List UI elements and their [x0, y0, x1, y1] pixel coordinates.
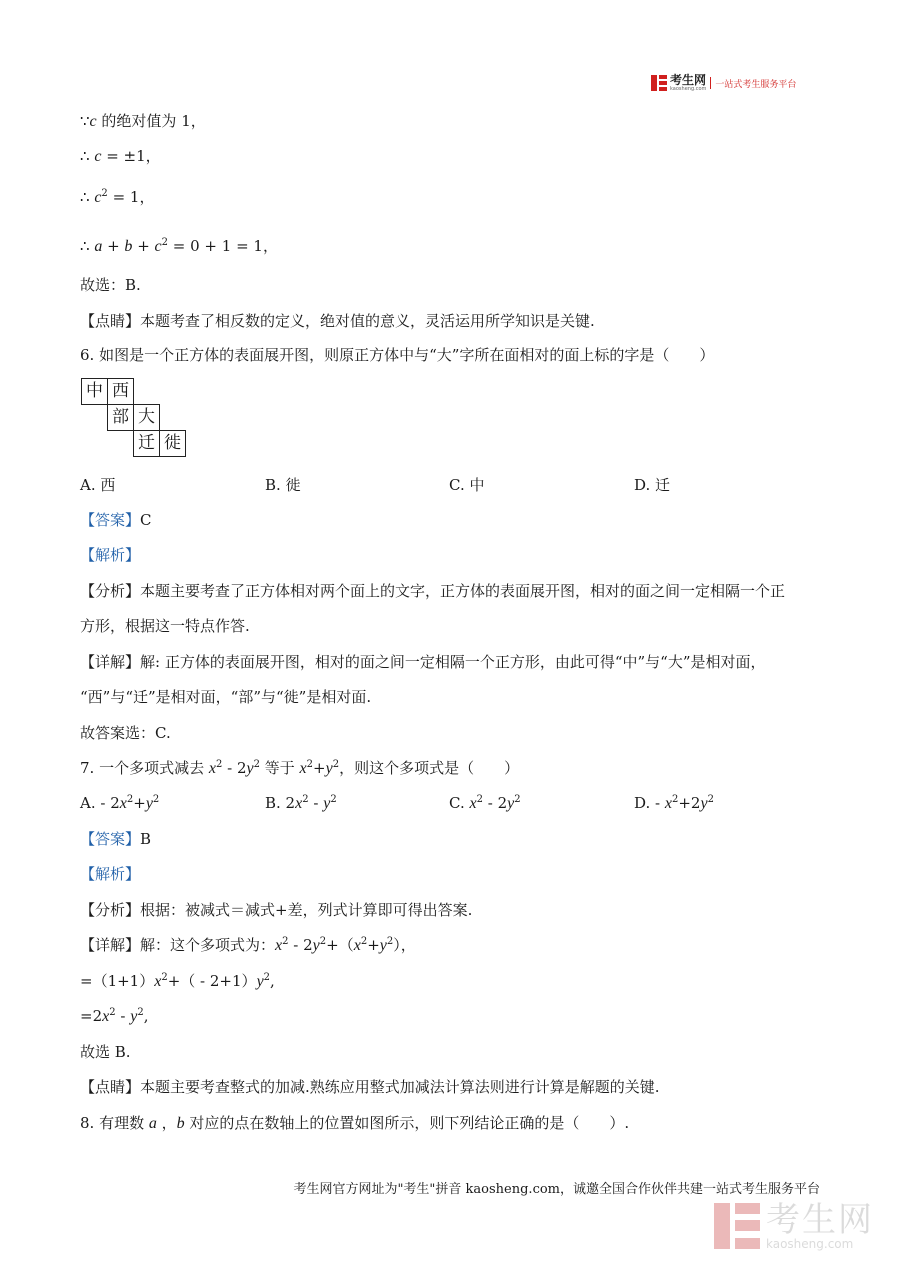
- q6-analysis-heading: 【解析】: [80, 546, 141, 564]
- q7-dianjing: 【点睛】本题主要考查整式的加减.熟练应用整式加减法计算法则进行计算是解题的关键.: [80, 1078, 660, 1096]
- cube-face-5: 迁: [133, 430, 160, 457]
- cube-face-3: 部: [107, 404, 134, 431]
- q5-step-3: ∴ $c^2 = 1$，: [80, 188, 155, 206]
- q8-question: 8. 有理数 a ，b 对应的点在数轴上的位置如图所示，则下列结论正确的是（ ）.: [80, 1114, 630, 1132]
- q6-fenxi-1: 【分析】本题主要考查了正方体相对两个面上的文字，正方体的表面展开图，相对的面之间一定相隔一个正: [80, 582, 786, 600]
- q6-option-d: D. 迁: [634, 476, 671, 494]
- q5-conclusion: 故选：B.: [80, 276, 141, 294]
- q7-analysis-heading: 【解析】: [80, 865, 141, 883]
- q6-option-a: A. 西: [80, 476, 116, 494]
- q7-option-b: B. $2x^2 - y^2$: [265, 794, 337, 812]
- logo-domain: kaosheng.com: [670, 86, 707, 92]
- q5-dianjing: 【点睛】本题考查了相反数的定义，绝对值的意义，灵活运用所学知识是关键.: [80, 312, 595, 330]
- kaosheng-logo-icon: [651, 75, 667, 91]
- cube-face-1: 中: [81, 378, 108, 405]
- q7-xiangjie-1: 【详解】解：这个多项式为：$x^2 - 2y^2+(x^2+y^2)$，: [80, 936, 416, 954]
- q7-option-a: A. - $2x^2+y^2$: [80, 794, 160, 812]
- q7-xiangjie-2: $=(1+1)x^2+( - 2+1)y^2$,: [80, 972, 275, 990]
- q5-step-4: ∴ $a + b + c^2 = 0 + 1 = 1$，: [80, 237, 278, 255]
- q6-conclusion: 故答案选：C.: [80, 724, 171, 742]
- q6-option-b: B. 徙: [265, 476, 301, 494]
- q6-question: 6. 如图是一个正方体的表面展开图，则原正方体中与“大”字所在面相对的面上标的字是（ ）: [80, 346, 715, 364]
- page-footer: 考生网官方网址为"考生"拼音 kaosheng.com，诚邀全国合作伙伴共建一站式考生服务平台: [293, 1182, 820, 1197]
- q7-fenxi: 【分析】根据：被减式＝减式+差，列式计算即可得出答案.: [80, 901, 473, 919]
- q7-xiangjie-3: $=2x^2 - y^2$,: [80, 1007, 149, 1025]
- watermark-domain: kaosheng.com: [766, 1237, 854, 1251]
- q6-fenxi-2: 方形，根据这一特点作答.: [80, 617, 250, 635]
- q6-xiangjie-1: 【详解】解: 正方体的表面展开图，相对的面之间一定相隔一个正方形，由此可得“中”与“大”是相对面，: [80, 653, 766, 671]
- q6-answer: 【答案】C: [80, 511, 152, 529]
- q6-xiangjie-2: “西”与“迁”是相对面，“部”与“徙”是相对面.: [80, 688, 372, 706]
- cube-face-2: 西: [107, 378, 134, 405]
- q7-answer: 【答案】B: [80, 830, 152, 848]
- cube-face-4: 大: [133, 404, 160, 431]
- q7-question: 7. 一个多项式减去 $x^2 - 2y^2$ 等于 $x^2+y^2$，则这个多项式是（ ）: [80, 759, 520, 777]
- q7-option-c: C. $x^2 - 2y^2$: [449, 794, 521, 812]
- watermark: [714, 1202, 874, 1250]
- watermark-logo-icon: [714, 1203, 760, 1249]
- header-slogan: 一站式考生服务平台: [715, 79, 797, 90]
- cube-face-6: 徙: [159, 430, 186, 457]
- logo-name: 考生网: [670, 73, 707, 87]
- watermark-name: 考生网: [766, 1200, 874, 1240]
- q6-option-c: C. 中: [449, 476, 485, 494]
- q5-step-2: ∴ c = ±1，: [80, 147, 161, 165]
- q7-conclusion: 故选 B.: [80, 1043, 131, 1061]
- q7-option-d: D. - $x^2+2y^2$: [634, 794, 714, 812]
- header-logo: [651, 74, 796, 92]
- q5-step-1: ∵c 的绝对值为 1，: [80, 112, 206, 130]
